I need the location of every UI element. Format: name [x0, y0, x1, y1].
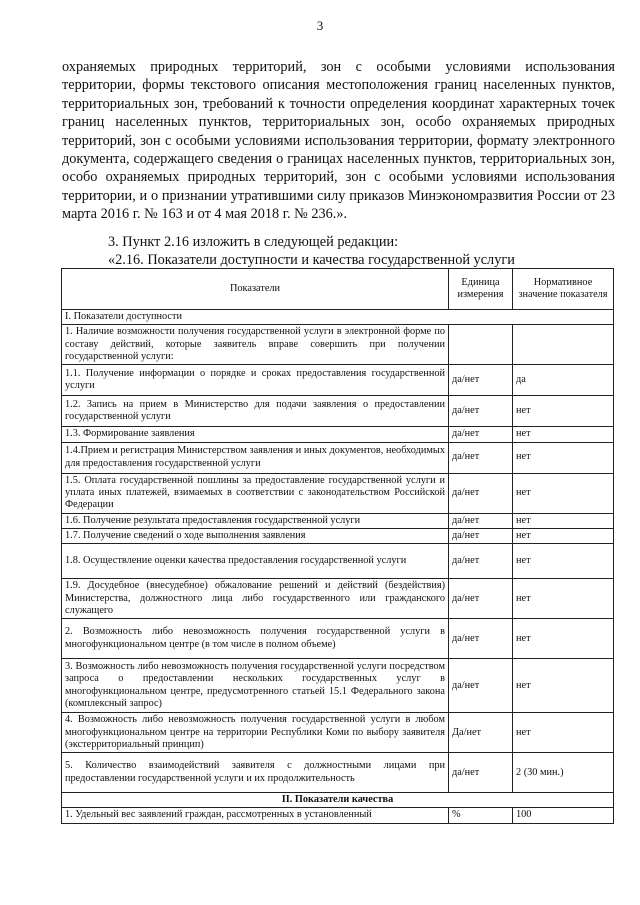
indicator-norm: да: [513, 365, 614, 396]
table-row: [62, 528, 614, 543]
indicator-name: 1.6. Получение результата предоставления государственной услуги: [62, 513, 449, 528]
indicator-unit: да/нет: [449, 473, 513, 513]
indicator-unit: да/нет: [449, 659, 513, 713]
table-row: [62, 473, 614, 513]
table-row: [62, 325, 614, 365]
indicator-norm: нет: [513, 544, 614, 579]
table-row: [62, 619, 614, 659]
header-norm: Нормативное значение показателя: [513, 269, 614, 310]
indicator-unit: да/нет: [449, 513, 513, 528]
indicator-norm: нет: [513, 427, 614, 442]
table-row: [62, 427, 614, 442]
indicator-norm: нет: [513, 713, 614, 753]
indicator-name: 1.4.Прием и регистрация Министерством заявления и иных документов, необходимых для предоставления государственной услуги: [62, 442, 449, 473]
indicator-unit: да/нет: [449, 528, 513, 543]
indicator-name: 1.2. Запись на прием в Министерство для подачи заявления о предоставлении государственной услуги: [62, 396, 449, 427]
indicator-name: 1. Наличие возможности получения государственной услуги в электронной форме по составу действий, которые заявитель вправе совершить при получении государственной услуги:: [62, 325, 449, 365]
table-row: [62, 442, 614, 473]
indicator-unit: [449, 325, 513, 365]
indicator-norm: нет: [513, 513, 614, 528]
indicator-unit: %: [449, 808, 513, 823]
indicator-name: 1.9. Досудебное (внесудебное) обжалование решений и действий (бездействия) Министерства, должностного лица либо государственного или гражданского служащего: [62, 579, 449, 619]
indicator-norm: нет: [513, 473, 614, 513]
indicator-norm: 100: [513, 808, 614, 823]
table-row: [62, 579, 614, 619]
table-title: «2.16. Показатели доступности и качества государственной услуги: [108, 252, 515, 268]
table-header-row: [62, 269, 614, 310]
table-row: [62, 513, 614, 528]
table-row: [62, 365, 614, 396]
body-paragraph: охраняемых природных территорий, зон с особыми условиями использования территории, формы текстового описания местоположения границ населенных пунктов, территориальных зон, требований к точности определения координат характерных точек границ населенных пунктов, территориальных зон, особо охраняемых природных территорий, зон с особыми условиями использования территории, формату электронного документа, содержащего сведения о границах населенных пунктов, территориальных зон, особо охраняемых природных территорий, зон с особыми условиями использования территории, и о признании утратившими силу приказов Минэкономразвития России от 23 марта 2016 г. № 163 и от 4 мая 2018 г. № 236.».: [62, 59, 615, 223]
indicator-norm: нет: [513, 528, 614, 543]
indicator-name: 1.3. Формирование заявления: [62, 427, 449, 442]
header-unit: Единица измерения: [449, 269, 513, 310]
indicator-unit: Да/нет: [449, 713, 513, 753]
indicator-name: 1.1. Получение информации о порядке и сроках предоставления государственной услуги: [62, 365, 449, 396]
indicator-name: 3. Возможность либо невозможность получения государственной услуги посредством запроса о предоставлении нескольких государственных услуг в многофункциональном центре, предусмотренного статьей 15.1 Федерального закона (комплексный запрос): [62, 659, 449, 713]
indicator-norm: нет: [513, 442, 614, 473]
indicator-unit: да/нет: [449, 396, 513, 427]
section-row: [62, 310, 614, 325]
indicator-norm: нет: [513, 659, 614, 713]
indicator-name: 1.8. Осуществление оценки качества предоставления государственной услуги: [62, 544, 449, 579]
indicator-unit: да/нет: [449, 579, 513, 619]
indicator-unit: да/нет: [449, 753, 513, 793]
page-number: 3: [316, 18, 324, 33]
indicator-unit: да/нет: [449, 427, 513, 442]
indicator-name: 4. Возможность либо невозможность получения государственной услуги в любом многофункциональном центре на территории Республики Коми по выбору заявителя (экстерриториальный принцип): [62, 713, 449, 753]
indicator-unit: да/нет: [449, 619, 513, 659]
indicator-norm: нет: [513, 579, 614, 619]
table-row: [62, 713, 614, 753]
table-row: [62, 396, 614, 427]
indicator-norm: нет: [513, 396, 614, 427]
indicator-unit: да/нет: [449, 365, 513, 396]
indicator-name: 1.5. Оплата государственной пошлины за предоставление государственной услуги и уплата иных платежей, взимаемых в соответствии с законодательством Российской Федерации: [62, 473, 449, 513]
indicator-name: 1. Удельный вес заявлений граждан, рассмотренных в установленный: [62, 808, 449, 823]
table-row: [62, 544, 614, 579]
indicator-name: 1.7. Получение сведений о ходе выполнения заявления: [62, 528, 449, 543]
table-row: [62, 808, 614, 823]
section-row: [62, 793, 614, 808]
section-accessibility: I. Показатели доступности: [62, 310, 614, 325]
indicator-norm: 2 (30 мин.): [513, 753, 614, 793]
indicators-table: [61, 268, 614, 824]
table-row: [62, 753, 614, 793]
section-quality: II. Показатели качества: [62, 793, 614, 808]
indicator-unit: да/нет: [449, 442, 513, 473]
indicator-name: 5. Количество взаимодействий заявителя с должностными лицами при предоставлении государственной услуги и их продолжительность: [62, 753, 449, 793]
indicator-name: 2. Возможность либо невозможность получения государственной услуги в многофункциональном центре (в том числе в полном объеме): [62, 619, 449, 659]
indicator-norm: [513, 325, 614, 365]
indicator-unit: да/нет: [449, 544, 513, 579]
point-3-text: 3. Пункт 2.16 изложить в следующей редакции:: [108, 234, 399, 250]
indicator-norm: нет: [513, 619, 614, 659]
table-row: [62, 659, 614, 713]
header-indicators: Показатели: [62, 269, 449, 310]
